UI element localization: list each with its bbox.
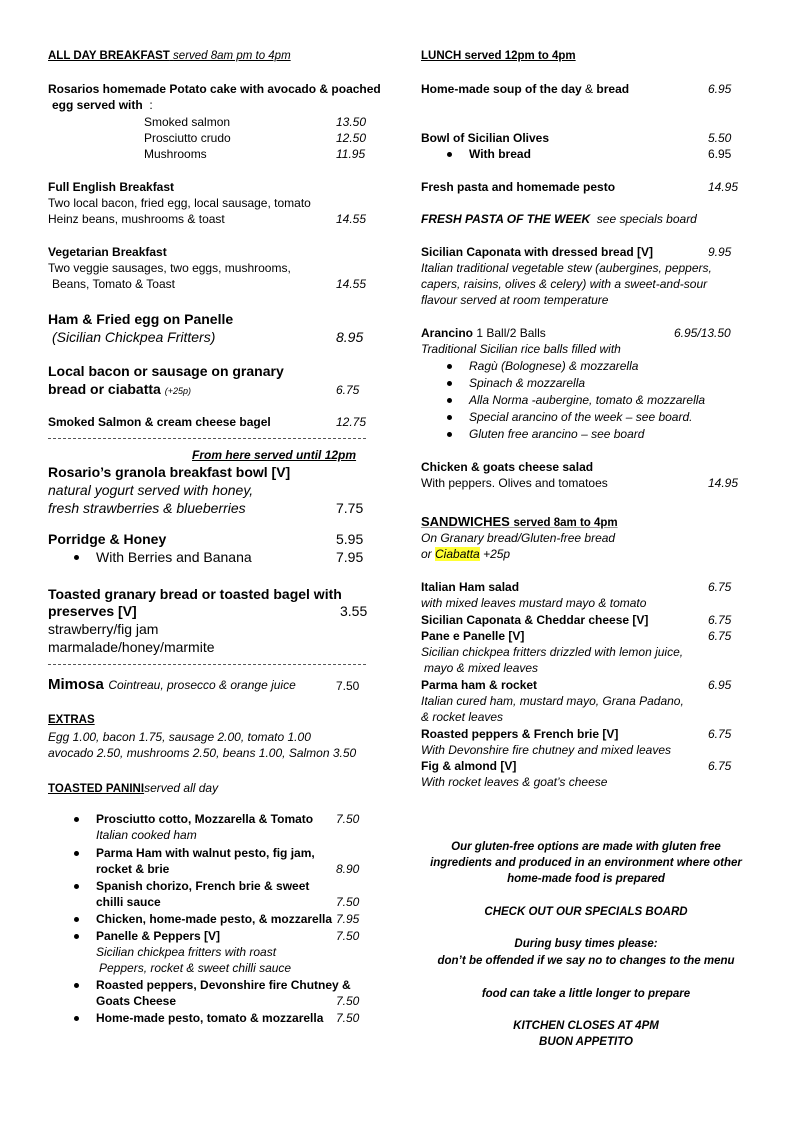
arancino-option: Gluten free arancino – see board: [469, 427, 645, 441]
gluten-free-note: home-made food is prepared: [507, 873, 665, 885]
caponata-price: 9.95: [708, 245, 732, 259]
panini-item-name: Roasted peppers, Devonshire fire Chutney &: [96, 978, 351, 992]
bullet-icon: [447, 415, 452, 420]
potato-option-name: Mushrooms: [144, 147, 207, 161]
sandwich-desc: with mixed leaves mustard mayo & tomato: [421, 596, 647, 610]
sandwich-desc: Italian cured ham, mustard mayo, Grana Padano,: [421, 694, 684, 708]
olives-option-price: 6.95: [708, 147, 732, 161]
arancino-option: Special arancino of the week – see board.: [469, 410, 693, 424]
panini-item-price: 7.50: [336, 929, 360, 943]
kitchen-closes-note: KITCHEN CLOSES AT 4PM: [513, 1020, 659, 1032]
extras-title: EXTRAS: [48, 714, 95, 726]
panini-item-name: Goats Cheese: [96, 994, 177, 1008]
vegetarian-price: 14.55: [336, 277, 367, 291]
sandwich-name: Italian Ham salad: [421, 580, 520, 594]
vegetarian-desc: Beans, Tomato & Toast: [52, 277, 175, 291]
sandwich-desc: mayo & mixed leaves: [424, 661, 539, 675]
ham-panelle-price: 8.95: [336, 329, 364, 345]
caponata-title: Sicilian Caponata with dressed bread [V]: [421, 245, 654, 259]
arancino-option: Alla Norma -aubergine, tomato & mozzarella: [469, 393, 706, 407]
sandwich-desc: Sicilian chickpea fritters drizzled with lemon juice,: [421, 645, 684, 659]
gluten-free-note: ingredients and produced in an environment where other: [430, 857, 742, 869]
extras-line: avocado 2.50, mushrooms 2.50, beans 1.00, Salmon 3.50: [48, 746, 357, 760]
busy-note: don’t be offended if we say no to changes to the menu: [437, 955, 735, 967]
bullet-icon: [74, 817, 79, 822]
sandwich-desc: & rocket leaves: [421, 710, 504, 724]
porridge-option-price: 7.95: [336, 549, 364, 565]
specials-note: CHECK OUT OUR SPECIALS BOARD: [484, 906, 688, 918]
granola-price: 7.75: [336, 500, 364, 516]
breakfast-title: ALL DAY BREAKFAST served 8am pm to 4pm: [48, 50, 291, 62]
bullet-icon: [447, 364, 452, 369]
sandwich-desc: With rocket leaves & goat’s cheese: [421, 775, 608, 789]
bullet-icon: [74, 884, 79, 889]
panini-item-name: Chicken, home-made pesto, & mozzarella: [96, 912, 333, 926]
sandwiches-desc: or Ciabatta +25p: [421, 547, 511, 561]
olives-price: 5.50: [708, 131, 732, 145]
panini-item-price: 8.90: [336, 862, 360, 876]
bullet-icon: [447, 432, 452, 437]
bullet-icon: [74, 934, 79, 939]
bacon-title-2: bread or ciabatta (+25p): [48, 381, 191, 397]
bullet-icon: [447, 398, 452, 403]
sandwiches-title: SANDWICHES served 8am to 4pm: [421, 514, 618, 529]
bacon-price: 6.75: [336, 383, 360, 397]
bullet-icon: [447, 152, 452, 157]
mimosa-price: 7.50: [336, 679, 360, 693]
divider: [48, 664, 366, 665]
granola-desc: natural yogurt served with honey,: [48, 482, 254, 498]
sandwich-name: Fig & almond [V]: [421, 759, 517, 773]
toast-title: Toasted granary bread or toasted bagel with: [48, 586, 342, 602]
sandwiches-desc: On Granary bread/Gluten-free bread: [421, 531, 616, 545]
potato-cake-title: Rosarios homemade Potato cake with avocado & poached: [48, 82, 381, 96]
sandwich-name: Parma ham & rocket: [421, 678, 538, 692]
bacon-title: Local bacon or sausage on granary: [48, 363, 284, 379]
bullet-icon: [74, 917, 79, 922]
full-english-title: Full English Breakfast: [48, 180, 175, 194]
toast-price: 3.55: [340, 603, 368, 619]
porridge-option: With Berries and Banana: [96, 549, 252, 565]
panini-item-price: 7.50: [336, 1011, 360, 1025]
panini-item-price: 7.50: [336, 994, 360, 1008]
vegetarian-title: Vegetarian Breakfast: [48, 245, 167, 259]
caponata-desc: Italian traditional vegetable stew (aubergines, peppers,: [421, 261, 712, 275]
full-english-desc: Two local bacon, fried egg, local sausage, tomato: [48, 196, 311, 210]
toast-desc: strawberry/fig jam: [48, 621, 159, 637]
soup-title: Home-made soup of the day & bread: [421, 82, 630, 96]
busy-note: During busy times please:: [514, 938, 658, 950]
gluten-free-note: Our gluten-free options are made with gluten free: [451, 841, 721, 853]
salad-price: 14.95: [708, 476, 739, 490]
porridge-title: Porridge & Honey: [48, 531, 167, 547]
pasta-title: Fresh pasta and homemade pesto: [421, 180, 616, 194]
vegetarian-desc: Two veggie sausages, two eggs, mushrooms,: [48, 261, 291, 275]
bullet-icon: [74, 1016, 79, 1021]
sandwich-name: Roasted peppers & French brie [V]: [421, 727, 619, 741]
sandwich-price: 6.75: [708, 613, 732, 627]
extras-line: Egg 1.00, bacon 1.75, sausage 2.00, tomato 1.00: [48, 730, 311, 744]
arancino-price: 6.95/13.50: [674, 326, 731, 340]
potato-option-name: Smoked salmon: [144, 115, 231, 129]
potato-cake-title-2: egg served with :: [52, 98, 153, 112]
mimosa: Mimosa Cointreau, prosecco & orange juice: [48, 676, 296, 693]
soup-price: 6.95: [708, 82, 732, 96]
sandwich-name: Pane e Panelle [V]: [421, 629, 525, 643]
olives-title: Bowl of Sicilian Olives: [421, 131, 550, 145]
sandwich-desc: With Devonshire fire chutney and mixed leaves: [421, 743, 672, 757]
panini-item-price: 7.50: [336, 812, 360, 826]
bullet-icon: [74, 983, 79, 988]
bagel-price: 12.75: [336, 415, 367, 429]
sandwich-price: 6.75: [708, 759, 732, 773]
arancino-option: Spinach & mozzarella: [469, 376, 586, 390]
panini-item-desc: Sicilian chickpea fritters with roast: [96, 945, 277, 959]
sandwich-price: 6.75: [708, 727, 732, 741]
sandwich-name: Sicilian Caponata & Cheddar cheese [V]: [421, 613, 649, 627]
ham-panelle-title: Ham & Fried egg on Panelle: [48, 311, 234, 327]
bagel-title: Smoked Salmon & cream cheese bagel: [48, 415, 271, 429]
potato-option-price: 12.50: [336, 131, 367, 145]
bullet-icon: [74, 851, 79, 856]
full-english-price: 14.55: [336, 212, 367, 226]
sandwich-price: 6.75: [708, 580, 732, 594]
panini-item-price: 7.50: [336, 895, 360, 909]
sandwich-price: 6.75: [708, 629, 732, 643]
panini-item-name: rocket & brie: [96, 862, 170, 876]
toast-title-2: preserves [V]: [48, 603, 137, 619]
caponata-desc: flavour served at room temperature: [421, 293, 609, 307]
potato-option-name: Prosciutto crudo: [144, 131, 231, 145]
wait-note: food can take a little longer to prepare: [481, 988, 691, 1000]
divider: [48, 438, 366, 439]
buon-appetito-note: BUON APPETITO: [539, 1036, 633, 1048]
potato-option-price: 11.95: [336, 147, 366, 161]
panini-item-name: Prosciutto cotto, Mozzarella & Tomato: [96, 812, 314, 826]
full-english-desc: Heinz beans, mushrooms & toast: [48, 212, 225, 226]
ham-panelle-sub: (Sicilian Chickpea Fritters): [52, 329, 216, 345]
granola-desc: fresh strawberries & blueberries: [48, 500, 246, 516]
bullet-icon: [74, 555, 79, 560]
porridge-price: 5.95: [336, 531, 364, 547]
panini-item-price: 7.95: [336, 912, 360, 926]
panini-item-name: Panelle & Peppers [V]: [96, 929, 221, 943]
panini-item-name: chilli sauce: [96, 895, 161, 909]
bullet-icon: [447, 381, 452, 386]
panini-item-desc: Peppers, rocket & sweet chilli sauce: [99, 961, 292, 975]
sandwich-price: 6.95: [708, 678, 732, 692]
arancino-desc: Traditional Sicilian rice balls filled with: [421, 342, 621, 356]
granola-title: Rosario’s granola breakfast bowl [V]: [48, 464, 291, 480]
lunch-title: LUNCH served 12pm to 4pm: [421, 50, 576, 62]
arancino-option: Ragù (Bolognese) & mozzarella: [469, 359, 639, 373]
toast-desc: marmalade/honey/marmite: [48, 639, 215, 655]
panini-item-name: Home-made pesto, tomato & mozzarella: [96, 1011, 324, 1025]
panini-item-name: Spanish chorizo, French brie & sweet: [96, 879, 310, 893]
caponata-desc: capers, raisins, olives & celery) with a sweet-and-sour: [421, 277, 708, 291]
pasta-week: FRESH PASTA OF THE WEEK see specials board: [421, 212, 697, 226]
panini-item-name: Parma Ham with walnut pesto, fig jam,: [96, 846, 315, 860]
morning-header: From here served until 12pm: [192, 448, 357, 462]
salad-title: Chicken & goats cheese salad: [421, 460, 594, 474]
olives-option: With bread: [469, 147, 531, 161]
arancino-title: Arancino 1 Ball/2 Balls: [421, 326, 546, 340]
panini-item-desc: Italian cooked ham: [96, 828, 197, 842]
pasta-price: 14.95: [708, 180, 739, 194]
salad-desc: With peppers. Olives and tomatoes: [421, 476, 608, 490]
potato-option-price: 13.50: [336, 115, 367, 129]
panini-title: TOASTED PANINIserved all day: [48, 781, 219, 795]
